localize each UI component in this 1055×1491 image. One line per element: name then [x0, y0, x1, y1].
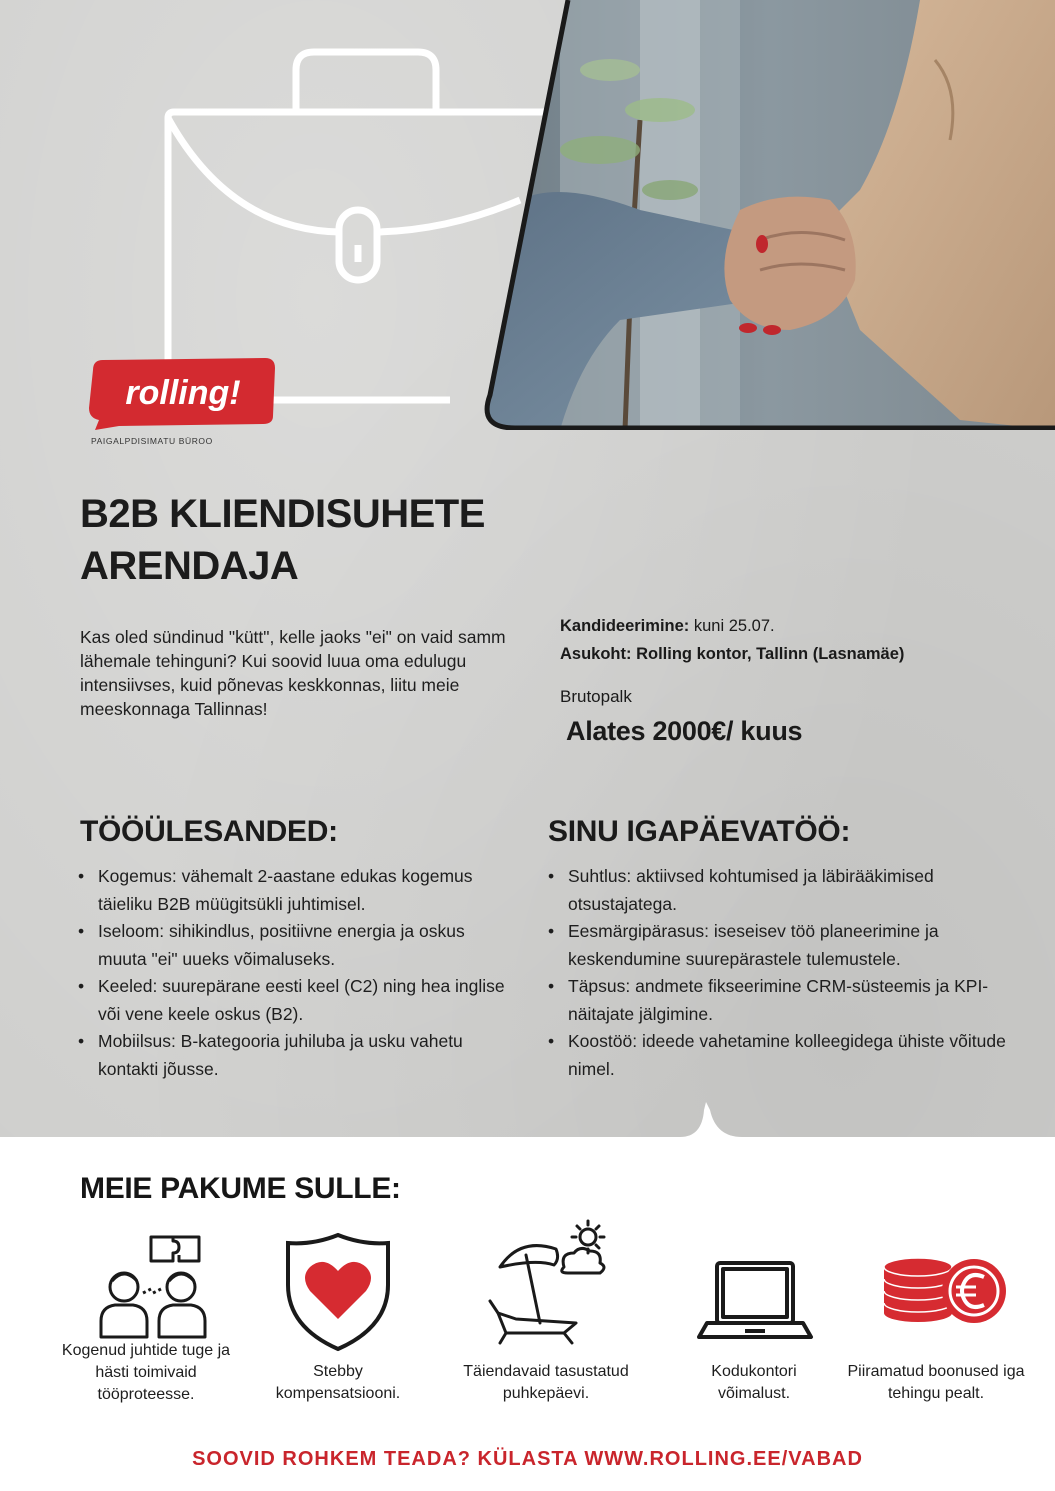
benefit-text: Täiendavaid tasustatud puhkepäevi.	[463, 1363, 629, 1402]
list-item: • Keeled: suurepärane eesti keel (C2) ning hea inglise või vene keele oskus (B2).	[78, 973, 518, 1028]
benefit-item	[258, 1215, 418, 1405]
laptop-icon	[689, 1215, 819, 1351]
benefit-item	[48, 1215, 244, 1406]
list-item: • Suhtlus: aktiivsed kohtumised ja läbirääkimised otsustajatega.	[548, 863, 1018, 918]
tasks-list	[78, 863, 518, 1083]
list-item: • Täpsus: andmete fikseerimine CRM-süsteemis ja KPI-näitajate jälgimine.	[548, 973, 1018, 1028]
team-puzzle-icon	[81, 1215, 211, 1340]
speech-tail	[670, 1100, 750, 1140]
daily-title: SINU IGAPÄEVATÖÖ:	[548, 815, 851, 848]
salary-label: Brutopalk	[560, 687, 632, 706]
daily-list	[548, 863, 1018, 1083]
intro-text: Kas oled sündinud "kütt", kelle jaoks "ei" on vaid samm lähemale tehinguni? Kui soovid luua oma edulugu intensiivses, kuid põnevas keskkonnas, liitu meie meeskonnaga Tallinnas!	[80, 627, 506, 719]
heart-shield-icon	[278, 1215, 398, 1355]
benefit-item	[446, 1215, 646, 1405]
benefit-text: Stebby kompensatsiooni.	[275, 1363, 401, 1402]
benefit-item	[842, 1215, 1030, 1405]
benefit-item	[680, 1215, 828, 1405]
benefit-text: Kogenud juhtide tuge ja hästi toimivaid tööproteesse.	[61, 1342, 231, 1403]
job-title-line1: B2B KLIENDISUHETE	[80, 492, 485, 536]
job-meta	[560, 612, 904, 668]
logo-tagline: PAIGALPDISIMATU BÜROO	[91, 436, 213, 446]
euro-coins-icon	[866, 1215, 1006, 1351]
list-item: • Mobiilsus: B-kategooria juhiluba ja usku vahetu kontakti jõusse.	[78, 1028, 518, 1083]
benefit-text: Kodukontori võimalust.	[711, 1363, 797, 1402]
salary-value: Alates 2000€/ kuus	[566, 716, 803, 746]
list-item: • Kogemus: vähemalt 2-aastane edukas kogemus täieliku B2B müügitsükli juhtimisel.	[78, 863, 518, 918]
offer-title: MEIE PAKUME SULLE:	[80, 1172, 401, 1205]
beach-chair-icon	[476, 1215, 616, 1351]
tasks-title: TÖÖÜLESANDED:	[80, 815, 338, 848]
list-item: • Iseloom: sihikindlus, positiivne energia ja oskus muuta "ei" uueks võimaluseks.	[78, 918, 518, 973]
rolling-logo[interactable]	[85, 358, 275, 446]
location-row: Asukoht: Rolling kontor, Tallinn (Lasnamäe)	[560, 645, 905, 663]
list-item: • Koostöö: ideede vahetamine kolleegidega ühiste võitude nimel.	[548, 1028, 1018, 1083]
briefcase-icon	[168, 52, 548, 400]
footer-cta-link[interactable]: SOOVID ROHKEM TEADA? KÜLASTA WWW.ROLLING.EE/VABAD	[192, 1448, 863, 1470]
list-item: • Eesmärgipärasus: iseseisev töö planeerimine ja keskendumine suurepärastele tulemustele.	[548, 918, 1018, 973]
benefit-text: Piiramatud boonused iga tehingu pealt.	[847, 1363, 1025, 1402]
logo-badge	[85, 358, 275, 430]
job-title	[80, 488, 485, 592]
deadline-row: Kandideerimine: kuni 25.07.	[560, 617, 775, 635]
job-title-line2: ARENDAJA	[80, 544, 299, 588]
svg-text:rolling!: rolling!	[125, 374, 241, 412]
